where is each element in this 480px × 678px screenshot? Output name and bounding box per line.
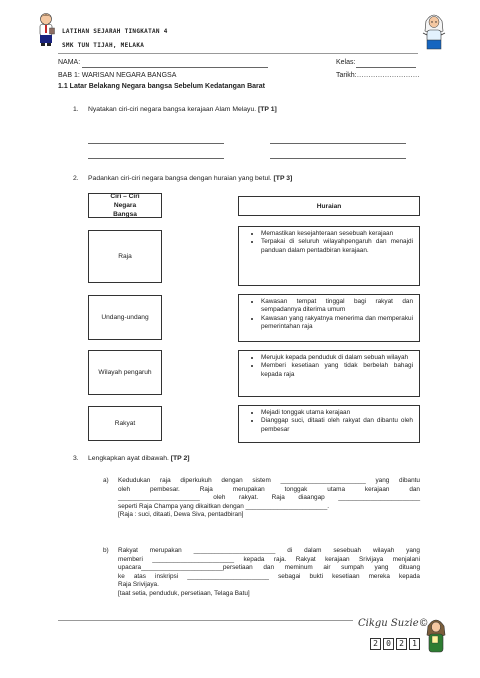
- q3-tp: [TP 2]: [170, 455, 190, 462]
- q2-left-item-undang-undang[interactable]: Undang-undang: [88, 295, 162, 340]
- q1-answer-line-2[interactable]: [270, 143, 406, 144]
- q1-tp: [TP 1]: [258, 106, 277, 113]
- q1-answer-line-1[interactable]: [88, 143, 224, 144]
- q2-tp: [TP 3]: [273, 175, 293, 182]
- q2-right-header: Huraian: [238, 196, 420, 216]
- q3a-line-4: seperti Raja Champa yang dikaitkan dengan _______________________.: [118, 502, 330, 510]
- q2-right-item-1-bullet-1: • Memastikan kesejahteraan sesebuah kerajaan: [261, 230, 413, 238]
- year-digit: 1: [409, 638, 420, 650]
- q3b-hint: [taat setia, penduduk, persetiaan, Telaga Batu]: [118, 589, 250, 597]
- tarikh-field[interactable]: Tarikh:………………………: [336, 72, 420, 79]
- q3a-line-3: _______________________ oleh rakyat. Raja diaangap _______________________: [118, 494, 420, 502]
- q3b-paragraph[interactable]: [118, 547, 420, 599]
- student-girl-icon: [420, 11, 448, 51]
- q2-right-item-3-bullet-1: • Merujuk kepada penduduk di dalam sebuah wilayah: [261, 354, 413, 362]
- q2-right-item-4-bullet-2: • Dianggap suci, ditaati oleh rakyat dan dibantu oleh pembesar: [261, 417, 413, 434]
- q3b-line-3: upacara_______________________persetiaan dan meminum air sumpah yang dituang: [118, 564, 420, 572]
- q2-left-item-rakyat[interactable]: Rakyat: [88, 406, 162, 441]
- q3a-line-1: Kedudukan raja diperkukuh dengan sistem ________________________ yang dibantu: [118, 477, 420, 484]
- q2-right-item-4-bullet-1: • Mejadi tonggak utama kerajaan: [261, 409, 413, 417]
- q3-text: [88, 455, 190, 462]
- q3a-line-2: oleh pembesar. Raja merupakan tonggak utama kerajaan dan: [118, 485, 420, 493]
- kelas-label: Kelas:: [336, 59, 356, 66]
- q1-answer-line-4[interactable]: [270, 158, 406, 159]
- header-title-line2: SMK TUN TIJAH, MELAKA: [62, 42, 145, 49]
- q1-text: [88, 106, 277, 113]
- signature: Cikgu Suzie©: [358, 618, 429, 629]
- year-digit: 2: [370, 638, 381, 650]
- q2-left-item-wilayah-pengaruh[interactable]: Wilayah pengaruh: [88, 350, 162, 395]
- q2-right-item-4[interactable]: [238, 405, 420, 443]
- q1-answer-line-3[interactable]: [88, 158, 224, 159]
- q3-number: 3.: [73, 455, 79, 462]
- q2-right-item-2-bullet-1: • Kawasan tempat tinggal bagi rakyat dan sempadannya diterima umum: [261, 298, 413, 315]
- q3a-hint: [Raja : suci, ditaati, Dewa Siva, pentadbiran]: [118, 511, 244, 519]
- q3b-line-4: ke atas inskripsi _______________________ sebagai bukti kesetiaan mereka kepada: [118, 572, 420, 580]
- q1-number: 1.: [73, 106, 79, 113]
- q3a-label: a): [103, 477, 109, 484]
- q2-number: 2.: [73, 175, 79, 182]
- teacher-icon: [424, 616, 448, 654]
- year-digit: 2: [396, 638, 407, 650]
- student-boy-icon: [36, 12, 56, 48]
- q3b-line-2: memberi _______________________ kepada raja. Rakyat kerajaan Srivijaya menjalani: [118, 555, 420, 563]
- q3a-paragraph[interactable]: [118, 477, 420, 520]
- q2-right-item-3[interactable]: [238, 350, 420, 397]
- q2-right-item-3-bullet-2: • Memberi kesetiaan yang tidak berbelah bahagi kepada raja: [261, 362, 413, 379]
- q3b-label: b): [103, 547, 109, 554]
- q2-right-item-2-bullet-2: • Kawasan yang rakyatnya menerima dan memperakui pemerintahan raja: [261, 315, 413, 332]
- section-title: 1.1 Latar Belakang Negara bangsa Sebelum Kedatangan Barat: [58, 83, 265, 90]
- kelas-field[interactable]: [356, 67, 416, 68]
- q3b-line-1: Rakyat merupakan _______________________ di dalam sesebuah wilayah yang: [118, 547, 420, 554]
- q2-right-item-1-bullet-2: • Terpakai di seluruh wilayahpengaruh dan menajdi panduan dalam pentadbiran kerajaan.: [261, 238, 413, 255]
- year-box: [370, 638, 420, 650]
- q3-question: Lengkapkan ayat dibawah.: [88, 455, 169, 462]
- q2-question: Padankan ciri-ciri negara bangsa dengan huraian yang betul.: [88, 175, 272, 182]
- header-title-line1: LATIHAN SEJARAH TINGKATAN 4: [62, 28, 168, 35]
- year-digit: 0: [383, 638, 394, 650]
- q2-left-header: Ciri – Ciri Negara Bangsa: [88, 193, 162, 218]
- nama-label: NAMA:: [58, 59, 81, 66]
- q1-question: Nyatakan ciri-ciri negara bangsa kerajaan Alam Melayu.: [88, 106, 257, 113]
- bab-title: BAB 1: WARISAN NEGARA BANGSA: [58, 72, 177, 79]
- q2-left-item-raja[interactable]: Raja: [88, 230, 162, 283]
- q2-right-item-1[interactable]: [238, 226, 420, 286]
- q2-text: [88, 175, 292, 182]
- nama-field[interactable]: [82, 67, 268, 68]
- q3b-line-5: Raja Srivijaya.: [118, 581, 159, 589]
- q2-right-item-2[interactable]: [238, 294, 420, 342]
